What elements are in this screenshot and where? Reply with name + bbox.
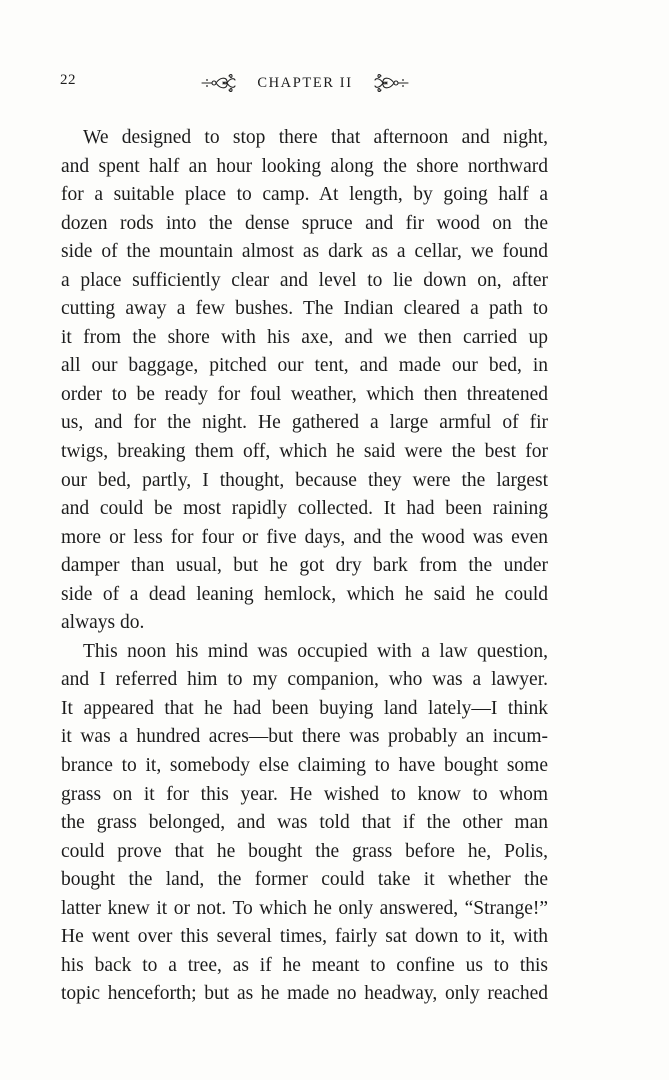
chapter-heading	[200, 68, 410, 98]
chapter-title: CHAPTER II	[257, 74, 353, 91]
text-line: a place sufficiently clear and level to lie down on, after	[61, 269, 548, 291]
flourish-left-icon	[200, 72, 238, 94]
text-line: We designed to stop there that afternoon and night,	[83, 127, 548, 148]
text-line: This noon his mind was occupied with a law question,	[83, 640, 548, 662]
text-line: brance to it, somebody else claiming to have bought some	[61, 755, 548, 777]
text-line: latter knew it or not. To which he only answered, “Strange!”	[61, 897, 548, 919]
text-line: damper than usual, but he got dry bark from the under	[61, 555, 548, 577]
text-line: grass on it for this year. He wished to know to whom	[61, 783, 548, 805]
text-line: always do.	[61, 612, 145, 634]
text-line: the grass belonged, and was told that if the other man	[61, 812, 548, 834]
text-line: more or less for four or five days, and the wood was even	[61, 526, 548, 548]
text-line: and I referred him to my companion, who was a lawyer.	[61, 669, 548, 691]
page-number: 22	[60, 72, 76, 88]
text-line: dozen rods into the dense spruce and fir wood on the	[61, 212, 548, 234]
text-line: and could be most rapidly collected. It had been raining	[61, 498, 548, 520]
text-line: It appeared that he had been buying land lately—I think	[61, 697, 548, 719]
text-line: all our baggage, pitched our tent, and made our bed, in	[61, 355, 548, 377]
text-line: order to be ready for foul weather, which then threatened	[61, 383, 548, 405]
running-header	[0, 68, 669, 98]
text-line: could prove that he bought the grass before he, Polis,	[61, 840, 548, 862]
text-line: twigs, breaking them off, which he said were the best for	[61, 441, 548, 463]
text-line: and spent half an hour looking along the shore northward	[61, 155, 548, 177]
text-line: his back to a tree, as if he meant to confine us to this	[61, 954, 548, 976]
text-line: it from the shore with his axe, and we then carried up	[61, 326, 548, 348]
text-line: side of a dead leaning hemlock, which he said he could	[61, 583, 548, 605]
text-line: it was a hundred acres—but there was probably an incum-	[61, 726, 548, 748]
text-line: our bed, partly, I thought, because they were the largest	[61, 469, 548, 491]
text-line: for a suitable place to camp. At length, by going half a	[61, 184, 548, 206]
body-text	[61, 124, 548, 1009]
text-line: side of the mountain almost as dark as a cellar, we found	[61, 241, 548, 263]
text-line: He went over this several times, fairly sat down to it, with	[61, 926, 548, 948]
text-line: cutting away a few bushes. The Indian cleared a path to	[61, 298, 548, 320]
text-line: bought the land, the former could take it whether the	[61, 869, 548, 891]
text-line: us, and for the night. He gathered a large armful of fir	[61, 412, 548, 434]
flourish-right-icon	[372, 72, 410, 94]
text-line: topic henceforth; but as he made no headway, only reached	[61, 983, 548, 1005]
